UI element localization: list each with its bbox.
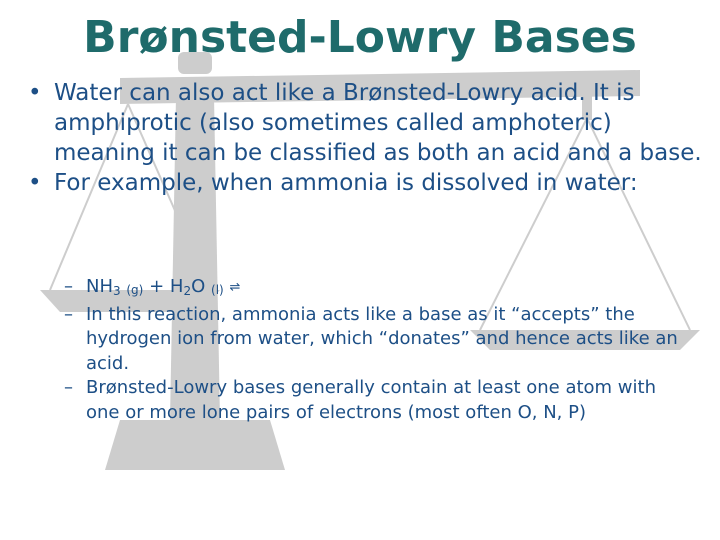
- sub-bullet-marker: –: [64, 303, 73, 325]
- sub-bullet-text: In this reaction, ammonia acts like a base as it “accepts” the hydrogen ion from water, which “donates” and hence acts like an acid.: [86, 303, 678, 374]
- reactant-water: [170, 276, 224, 297]
- sub-bullet-text: Brønsted-Lowry bases generally contain at least one atom with one or more lone pairs of electrons (most often O, N, P): [86, 377, 656, 423]
- bullet-marker: •: [28, 80, 42, 106]
- water-subscript: 2: [183, 284, 192, 298]
- water-formula-h: H: [169, 276, 184, 297]
- water-formula-o: O: [191, 276, 206, 297]
- sub-bullet-marker: –: [64, 377, 73, 398]
- bullet-item: [28, 78, 708, 168]
- sub-bullet-item: [64, 303, 684, 377]
- equation-line: [64, 275, 684, 303]
- sub-bullet-item: [64, 376, 684, 425]
- equilibrium-arrow-icon: ⇌: [229, 280, 241, 295]
- bullet-item: [28, 168, 708, 198]
- sub-bullet-list: [64, 275, 684, 425]
- ammonia-subscript: 3: [113, 284, 121, 298]
- bullet-text: Water can also act like a Brønsted-Lowry acid. It is amphiprotic (also sometimes called amphoteric) meaning it can be classified as both an acid and a base.: [54, 80, 702, 166]
- bullet-text: For example, when ammonia is dissolved in water:: [54, 170, 638, 196]
- sub-bullet-marker: –: [64, 276, 73, 297]
- reactant-ammonia: [86, 276, 143, 297]
- ammonia-formula: NH: [86, 276, 113, 297]
- water-state: (l): [211, 283, 224, 297]
- plus-sign: +: [149, 276, 165, 297]
- bullet-list: [28, 78, 708, 198]
- ammonia-state: (g): [126, 283, 144, 297]
- slide-title: Brønsted-Lowry Bases: [83, 12, 637, 63]
- bullet-marker: •: [28, 170, 42, 196]
